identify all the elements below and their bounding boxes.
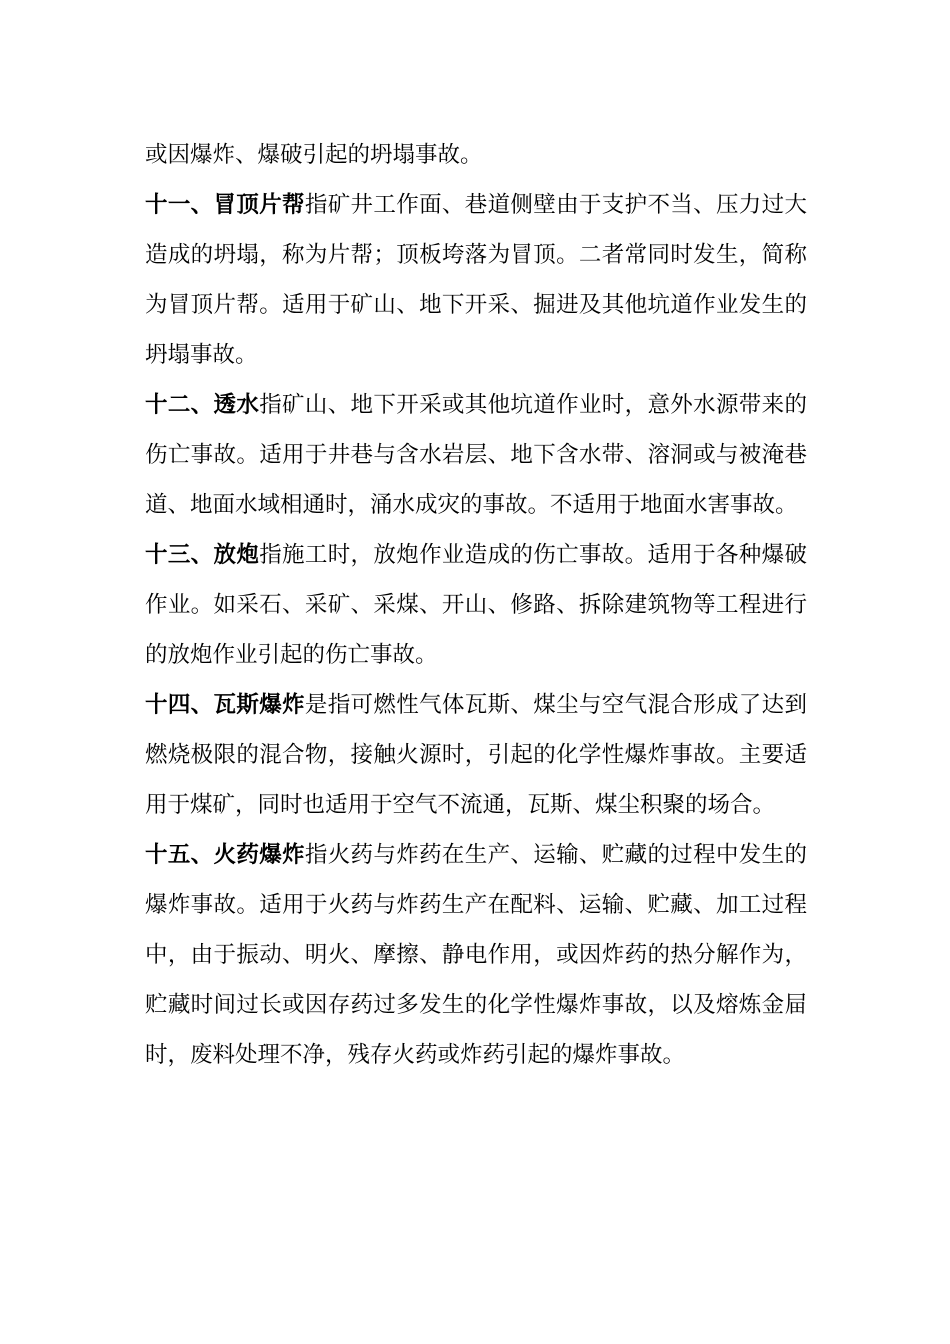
paragraph-term: 十五、火药爆炸	[145, 842, 305, 868]
paragraph-text: 指火药与炸药在生产、运输、贮藏的过程中发生的爆炸事故。适用于火药与炸药生产在配料、运输、贮藏、加工过程中，由于振动、明火、摩擦、静电作用，或因炸药的热分解作为，贮藏时间过长或因存药过多发生的化学性爆炸事故，以及熔炼金屇时，废料处理不净，残存火药或炸药引起的爆炸事故。	[145, 842, 807, 1068]
paragraph-text: 或因爆炸、爆破引起的坍塌事故。	[145, 142, 483, 168]
paragraph-term: 十一、冒顶片帮	[145, 192, 305, 218]
paragraph-explosives-explosion	[145, 830, 807, 1080]
paragraph-term: 十三、放炮	[145, 542, 260, 568]
document-body	[145, 130, 807, 1080]
paragraph-gas-explosion	[145, 680, 807, 830]
paragraph-water-inrush	[145, 380, 807, 530]
paragraph-blasting	[145, 530, 807, 680]
paragraph-text: 指矿井工作面、巷道侧壁由于支护不当、压力过大造成的坍塌，称为片帮；顶板垮落为冒顶。二者常同时发生，简称为冒顶片帮。适用于矿山、地下开采、掘进及其他坑道作业发生的坍塌事故。	[145, 192, 807, 368]
paragraph-text: 指矿山、地下开采或其他坑道作业时，意外水源带来的伤亡事故。适用于井巷与含水岩层、地下含水带、溶洞或与被淹巷道、地面水域相通时，涌水成灾的事故。不适用于地面水害事故。	[145, 392, 807, 518]
paragraph-text: 是指可燃性气体瓦斯、煤尘与空气混合形成了达到燃烧极限的混合物，接触火源时，引起的化学性爆炸事故。主要适用于煤矿，同时也适用于空气不流通，瓦斯、煤尘积聚的场合。	[145, 692, 807, 818]
paragraph-text: 指施工时，放炮作业造成的伤亡事故。适用于各种爆破作业。如采石、采矿、采煤、开山、修路、拆除建筑物等工程进行的放炮作业引起的伤亡事故。	[145, 542, 807, 668]
paragraph-term: 十二、透水	[145, 392, 260, 418]
paragraph-continuation	[145, 130, 807, 180]
paragraph-term: 十四、瓦斯爆炸	[145, 692, 305, 718]
paragraph-roof-collapse	[145, 180, 807, 380]
